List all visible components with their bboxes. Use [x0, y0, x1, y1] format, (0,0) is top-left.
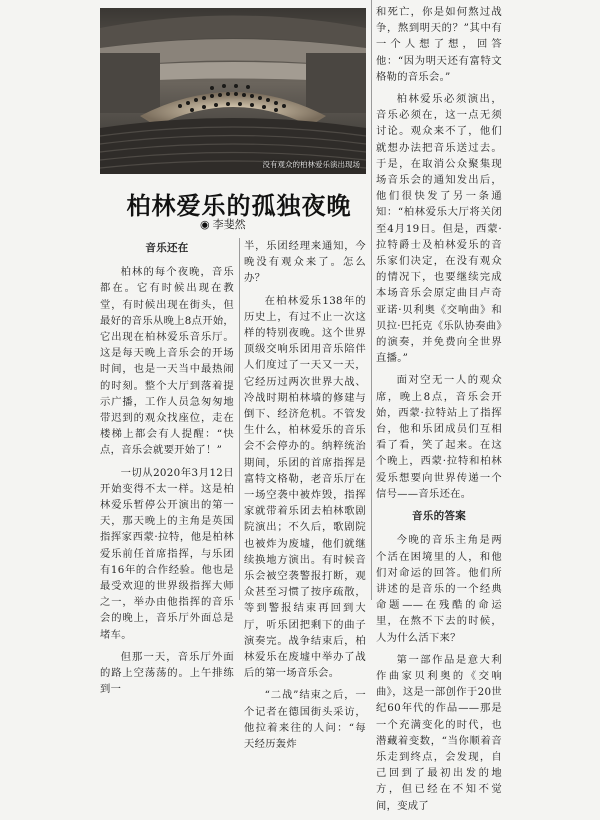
paragraph: 半，乐团经理来通知，今晚没有观众来了。怎么办？ [244, 240, 366, 285]
article-column-1 [100, 238, 234, 703]
paragraph: 柏林的每个夜晚，音乐都在。它有时候出现在教堂，有时候出现在街头，但最好的音乐从晚上8点开始，它出现在柏林爱乐音乐厅。这是每天晚上音乐会的开场时间，也是一天当中最热闹的时刻。整个大厅到落着提示广播，工作人员急匆匆地带迟到的观众找座位，走在楼梯上都会有人提醒：“快点，音乐会就要开始了！” [100, 266, 235, 457]
section-heading: 音乐的答案 [412, 510, 466, 523]
paragraph: 今晚的音乐主角是两个活在困境里的人，和他们对命运的回答。他们所讲述的是音乐的一个经典命题——在残酷的命运里，在熬不下去的时候，人为什么活下来？ [376, 534, 502, 644]
orchestra-hall-image [100, 8, 366, 174]
paragraph: 第一部作品是意大利作曲家贝利奥的《交响曲》，这是一部创作于20世纪60年代的作品——那是一个充满变化的时代，也潜藏着变数，“当你顺着音乐走到终点，会发现，自己回到了最初出发的地方，但已经在不知不觉间，变成了 [376, 653, 502, 812]
paragraph: 一切从2020年3月12日开始变得不太一样。这是柏林爱乐暂停公开演出的第一天，那天晚上的主角是英国指挥家西蒙·拉特，他是柏林爱乐前任首席指挥，与乐团有16年的合作经验。他也是最受欢迎的世界级指挥大师之一，举办由他指挥的音乐会的晚上，音乐厅外面总是堵车。 [100, 466, 234, 641]
paragraph: 在柏林爱乐138年的历史上，有过不止一次这样的特别夜晚。这个世界顶级交响乐团用音乐陪伴人们度过了一天又一天，它经历过两次世界大战、冷战时期柏林墙的修建与倒下、经济危机。不管发生什么，柏林爱乐的音乐会不会停办的。纳粹统治期间，乐团的首席指挥是富特文格勒，老音乐厅在一场空袭中被炸毁，指挥家就带着乐团去柏林歌剧院演出；不久后，歌剧院也被炸为废墟，他们就继续换地方演出。有时候音乐会被空袭警报打断，观众甚至习惯了按序疏散，等到警报结束再回到大厅，听乐团把剩下的曲子演奏完。战争结束后，柏林爱乐在废墟中举办了战后的第一场音乐会。 [244, 294, 366, 680]
byline [200, 216, 320, 232]
article-headline: 柏林爱乐的孤独夜晚 [126, 192, 352, 220]
author-name: 李斐然 [212, 218, 246, 231]
paragraph: 柏林爱乐必须演出，音乐必须在，这一点无须讨论。观众来不了，他们就想办法把音乐送过去。于是，在取消公众聚集现场音乐会的通知发出后，他们很快发了另一条通知：“柏林爱乐大厅将关闭至4月19日。但是，西蒙·拉特爵士及柏林爱乐的音乐家们决定，在没有观众的情况下，也要继续完成本场音乐会原定曲目卢奇亚诺·贝利奥《交响曲》和贝拉·巴托克《乐队协奏曲》的演奏，并免费向全世界直播。” [376, 93, 502, 365]
article-column-2 [244, 238, 366, 758]
column-divider [239, 238, 240, 600]
column-divider [371, 0, 372, 600]
paragraph: 和死亡，你是如何熬过战争，熬到明天的？”其中有一个人想了想，回答他：“因为明天还有富特文格勒的音乐会。” [376, 6, 502, 83]
photo-caption: 没有观众的柏林爱乐演出现场 [262, 160, 360, 169]
article-column-3 [376, 4, 502, 820]
paragraph: “二战”结束之后，一个记者在德国街头采访，他拉着来往的人问：“每天经历轰炸 [244, 689, 366, 751]
paragraph: 面对空无一人的观众席，晚上8点，音乐会开始，西蒙·拉特站上了指挥台，他和乐团成员们互相看了看，笑了起来。在这个晚上，西蒙·拉特和柏林爱乐想要向世界传递一个信号——音乐还在。 [376, 374, 502, 500]
bullet-icon: ◉ [200, 218, 210, 231]
section-heading: 音乐还在 [145, 242, 189, 254]
paragraph: 但那一天，音乐厅外面的路上空荡荡的。上午排练到一 [100, 650, 234, 696]
concert-photo [100, 8, 366, 174]
